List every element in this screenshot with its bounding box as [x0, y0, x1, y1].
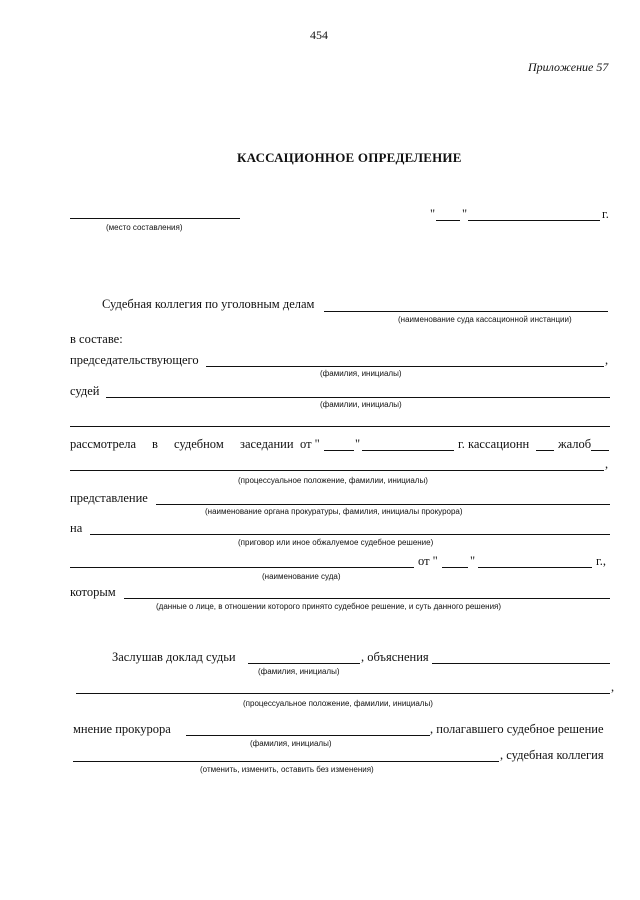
- date-month-field[interactable]: [468, 220, 600, 221]
- court-caption: (наименование суда): [262, 572, 341, 581]
- proc-caption: (процессуальное положение, фамилии, инициалы): [243, 699, 433, 708]
- whom-field[interactable]: [124, 598, 610, 599]
- whom-caption: (данные о лице, в отношении которого принято судебное решение, и суть данного решения): [156, 602, 502, 611]
- date-day-field[interactable]: [436, 220, 460, 221]
- explanations-field[interactable]: [432, 663, 610, 664]
- report-explanations: , объяснения: [361, 650, 429, 664]
- proc-comma: ,: [611, 680, 615, 694]
- review-day-field[interactable]: [324, 450, 354, 451]
- court-quote: ": [470, 554, 476, 568]
- reviewed-w2: в: [152, 437, 158, 451]
- judges-label: судей: [70, 384, 100, 398]
- review-ending-field[interactable]: [536, 450, 554, 451]
- final-suffix: , судебная коллегия: [500, 748, 604, 762]
- decision-caption: (отменить, изменить, оставить без изменения): [200, 765, 374, 774]
- submission-caption: (наименование органа прокуратуры, фамилия, инициалы прокурора): [205, 507, 463, 516]
- reviewed-w4: заседании: [240, 437, 294, 451]
- report-caption: (фамилия, инициалы): [258, 667, 340, 676]
- court-name-caption: (наименование суда кассационной инстанции): [398, 315, 572, 324]
- reviewed-w1: рассмотрела: [70, 437, 137, 451]
- page-number: 454: [310, 28, 328, 42]
- chair-comma: ,: [605, 353, 609, 367]
- prosecutor-caption: (фамилия, инициалы): [250, 739, 332, 748]
- date-quote-close: ": [462, 207, 468, 221]
- proc-field[interactable]: [76, 693, 610, 694]
- report-label: Заслушав доклад судьи: [112, 650, 236, 664]
- prosecutor-label: мнение прокурора: [73, 722, 171, 736]
- reviewed-w8: жалоб: [558, 437, 592, 451]
- chair-label: председательствующего: [70, 353, 199, 367]
- appellants-caption: (процессуальное положение, фамилии, инициалы): [238, 476, 428, 485]
- judges-caption: (фамилии, инициалы): [320, 400, 402, 409]
- judges-field-2[interactable]: [70, 426, 610, 427]
- on-label: на: [70, 521, 83, 535]
- prosecutor-field[interactable]: [186, 735, 430, 736]
- chair-caption: (фамилия, инициалы): [320, 369, 402, 378]
- place-field[interactable]: [70, 218, 240, 219]
- document-title: КАССАЦИОННОЕ ОПРЕДЕЛЕНИЕ: [237, 150, 462, 165]
- reviewed-w6: ": [355, 437, 361, 451]
- court-name-field[interactable]: [324, 311, 608, 312]
- date-year-suffix: г.: [602, 207, 609, 221]
- annex-label: Приложение 57: [528, 60, 609, 74]
- reviewed-w5: от ": [300, 437, 320, 451]
- on-caption: (приговор или иное обжалуемое судебное решение): [238, 538, 434, 547]
- court-from: от ": [418, 554, 438, 568]
- court-month-field[interactable]: [478, 567, 592, 568]
- judges-field[interactable]: [106, 397, 610, 398]
- date-quote-open: ": [430, 207, 436, 221]
- report-judge-field[interactable]: [248, 663, 360, 664]
- collegium-text: Судебная коллегия по уголовным делам: [102, 297, 315, 311]
- reviewed-w7: г. кассационн: [458, 437, 530, 451]
- place-caption: (место составления): [106, 223, 183, 232]
- court-year: г.,: [596, 554, 606, 568]
- composition-label: в составе:: [70, 332, 123, 346]
- chair-field[interactable]: [206, 366, 604, 367]
- reviewed-w3: судебном: [174, 437, 224, 451]
- decision-field[interactable]: [73, 761, 499, 762]
- submission-field[interactable]: [156, 504, 610, 505]
- submission-label: представление: [70, 491, 148, 505]
- review-ending-field-2[interactable]: [591, 450, 609, 451]
- court-day-field[interactable]: [442, 567, 468, 568]
- court-field[interactable]: [70, 567, 414, 568]
- on-field[interactable]: [90, 534, 610, 535]
- whom-label: которым: [70, 585, 116, 599]
- review-month-field[interactable]: [362, 450, 454, 451]
- prosecutor-suffix: , полагавшего судебное решение: [430, 722, 604, 736]
- appellants-field[interactable]: [70, 470, 604, 471]
- reviewed-comma: ,: [605, 457, 609, 471]
